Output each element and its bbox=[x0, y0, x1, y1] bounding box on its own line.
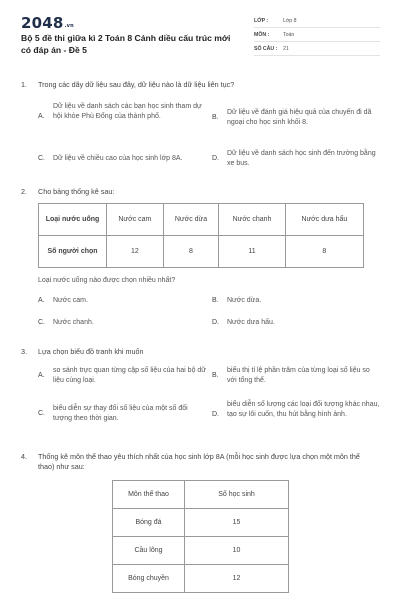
table-cell: Môn thể thao bbox=[113, 481, 185, 509]
option-c[interactable] bbox=[38, 154, 208, 166]
sports-table bbox=[112, 480, 289, 593]
option-text: Dữ liệu về chiều cao của học sinh lớp 8A. bbox=[53, 155, 183, 162]
subquestion-text: Loại nước uống nào được chọn nhiều nhất? bbox=[38, 277, 176, 284]
option-text: so sánh trực quan từng cặp số liệu của hai bộ dữ liệu cùng loại. bbox=[53, 367, 206, 384]
option-key: A. bbox=[38, 113, 45, 120]
option-text: Nước dưa hấu. bbox=[227, 319, 275, 326]
option-text: Nước chanh. bbox=[53, 319, 94, 326]
option-key: B. bbox=[212, 297, 219, 304]
option-key: B. bbox=[212, 114, 219, 121]
option-c[interactable] bbox=[38, 404, 210, 426]
table-cell: Nước dừa bbox=[163, 204, 218, 236]
option-key: A. bbox=[38, 372, 45, 379]
question-number: 2. bbox=[21, 187, 27, 196]
option-b[interactable] bbox=[212, 108, 382, 130]
option-b[interactable] bbox=[212, 366, 382, 388]
option-text: biểu thị tỉ lệ phần trăm của từng loại số liệu so với tổng thể. bbox=[227, 367, 370, 384]
table-row bbox=[113, 509, 289, 537]
meta-key: SỐ CÂU : bbox=[254, 45, 278, 52]
option-key: C. bbox=[38, 319, 45, 326]
table-row bbox=[113, 565, 289, 593]
table-cell: Nước dưa hấu bbox=[285, 204, 363, 236]
option-key: D. bbox=[212, 155, 219, 162]
meta-key: LỚP : bbox=[254, 17, 269, 24]
table-cell: 8 bbox=[285, 236, 363, 268]
document-title: Bộ 5 đề thi giữa kì 2 Toán 8 Cánh diều cấu trúc mới có đáp án - Đề 5 bbox=[21, 33, 231, 55]
meta-value: 21 bbox=[283, 45, 289, 52]
option-key: C. bbox=[38, 155, 45, 162]
question-text: Lựa chọn biểu đồ tranh khi muốn bbox=[38, 347, 144, 356]
logo-text: 2048 bbox=[21, 14, 64, 32]
table-cell: Cầu lông bbox=[113, 537, 185, 565]
option-text: biểu diễn sự thay đổi số liệu của một số đối tượng theo thời gian. bbox=[53, 405, 188, 422]
option-b[interactable] bbox=[212, 296, 382, 308]
option-key: C. bbox=[38, 410, 45, 417]
table-header-row bbox=[113, 481, 289, 509]
option-text: Dữ liệu về đánh giá hiệu quả của chuyến đi dã ngoại cho học sinh khối 8. bbox=[227, 109, 372, 126]
meta-row-class bbox=[254, 14, 380, 28]
option-key: D. bbox=[212, 411, 219, 418]
option-d[interactable] bbox=[212, 400, 382, 434]
option-a[interactable] bbox=[38, 102, 208, 136]
table-header-row bbox=[39, 204, 364, 236]
page-header bbox=[0, 0, 400, 64]
table-cell: 10 bbox=[185, 537, 289, 565]
option-a[interactable] bbox=[38, 296, 208, 308]
meta-key: MÔN : bbox=[254, 31, 270, 38]
question-text: Thống kê môn thể thao yêu thích nhất của học sinh lớp 8A (mỗi học sinh được lựa chọn một môn thể thao) như sau: bbox=[38, 452, 360, 471]
option-text: Nước dừa. bbox=[227, 297, 262, 304]
question-text: Cho bảng thống kê sau: bbox=[38, 187, 115, 196]
table-cell: Nước chanh bbox=[219, 204, 286, 236]
table-row bbox=[39, 236, 364, 268]
table-cell: 12 bbox=[107, 236, 164, 268]
option-d[interactable] bbox=[212, 149, 382, 171]
table-cell: 12 bbox=[185, 565, 289, 593]
site-logo[interactable] bbox=[21, 14, 74, 32]
beverage-table bbox=[38, 203, 364, 268]
option-key: D. bbox=[212, 319, 219, 326]
table-cell: Loại nước uống bbox=[39, 204, 107, 236]
table-cell: 11 bbox=[219, 236, 286, 268]
question-number: 1. bbox=[21, 80, 27, 89]
table-cell: 15 bbox=[185, 509, 289, 537]
table-row bbox=[113, 537, 289, 565]
table-cell: 8 bbox=[163, 236, 218, 268]
logo-suffix: .vn bbox=[64, 23, 74, 29]
table-cell: Số người chọn bbox=[39, 236, 107, 268]
table-cell: Bóng đá bbox=[113, 509, 185, 537]
table-cell: Bóng chuyền bbox=[113, 565, 185, 593]
question-number: 4. bbox=[21, 452, 27, 461]
option-key: A. bbox=[38, 297, 45, 304]
meta-row-count bbox=[254, 42, 380, 56]
table-cell: Số học sinh bbox=[185, 481, 289, 509]
option-key: B. bbox=[212, 372, 219, 379]
document-meta bbox=[254, 14, 380, 56]
option-text: biểu diễn số lượng các loại đối tượng khác nhau, tạo sự lôi cuốn, thu hút bằng hình ảnh. bbox=[227, 401, 380, 418]
table-cell: Nước cam bbox=[107, 204, 164, 236]
meta-value: Toán bbox=[283, 31, 295, 38]
option-a[interactable] bbox=[38, 366, 210, 388]
option-text: Nước cam. bbox=[53, 297, 88, 304]
meta-value: Lớp 8 bbox=[283, 17, 297, 24]
question-text: Trong các dãy dữ liệu sau đây, dữ liệu nào là dữ liệu liên tục? bbox=[38, 80, 235, 89]
question-number: 3. bbox=[21, 347, 27, 356]
option-c[interactable] bbox=[38, 318, 208, 330]
option-text: Dữ liệu về danh sách học sinh đến trường bằng xe bus. bbox=[227, 150, 376, 167]
option-d[interactable] bbox=[212, 318, 382, 330]
meta-row-subject bbox=[254, 28, 380, 42]
option-text: Dữ liệu về danh sách các bạn học sinh tham dự hội khỏe Phù Đổng của thành phố. bbox=[53, 103, 202, 120]
